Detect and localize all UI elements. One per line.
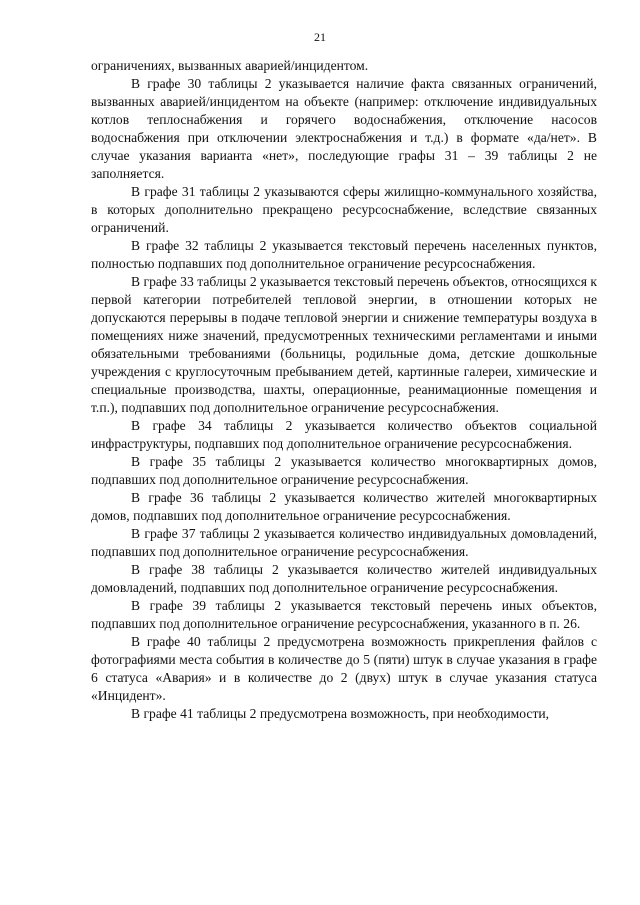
paragraph-graph-34: В графе 34 таблицы 2 указывается количество объектов социальной инфраструктуры, подпавших под дополнительное ограничение ресурсоснабжения. (91, 418, 597, 451)
paragraph-graph-41: В графе 41 таблицы 2 предусмотрена возможность, при необходимости, (131, 706, 550, 721)
paragraph-graph-32: В графе 32 таблицы 2 указывается текстовый перечень населенных пунктов, полностью подпавших под дополнительное ограничение ресурсоснабжения. (91, 238, 597, 271)
paragraph-graph-36: В графе 36 таблицы 2 указывается количество жителей многоквартирных домов, подпавших под дополнительное ограничение ресурсоснабжения. (91, 490, 597, 523)
paragraph-continuation: ограничениях, вызванных аварией/инцидентом. (91, 58, 369, 73)
paragraph-graph-30: В графе 30 таблицы 2 указывается наличие факта связанных ограничений, вызванных аварией/инцидентом на объекте (например: отключение индивидуальных котлов теплоснабжения и горячего водоснабжения, отключение насосов водоснабжения при отключении электроснабжения и т.д.) в формате «да/нет». В случае указания варианта «нет», последующие графы 31 – 39 таблицы 2 не заполняется. (91, 76, 597, 181)
paragraph-graph-40: В графе 40 таблицы 2 предусмотрена возможность прикрепления файлов с фотографиями места события в количестве до 5 (пяти) штук в случае указания в графе 6 статуса «Авария» и в количестве до 2 (двух) штук в случае указания статуса «Инцидент». (91, 634, 597, 703)
page-number: 21 (314, 30, 326, 44)
paragraph-graph-35: В графе 35 таблицы 2 указывается количество многоквартирных домов, подпавших под дополнительное ограничение ресурсоснабжения. (91, 454, 597, 487)
document-body (91, 57, 597, 723)
paragraph-graph-38: В графе 38 таблицы 2 указывается количество жителей индивидуальных домовладений, подпавших под дополнительное ограничение ресурсоснабжения. (91, 562, 597, 595)
paragraph-graph-37: В графе 37 таблицы 2 указывается количество индивидуальных домовладений, подпавших под дополнительное ограничение ресурсоснабжения. (91, 526, 597, 559)
paragraph-graph-33: В графе 33 таблицы 2 указывается текстовый перечень объектов, относящихся к первой категории потребителей тепловой энергии, в отношении которых не допускаются перерывы в подаче тепловой энергии и снижение температуры воздуха в помещениях ниже значений, предусмотренных техническими регламентами и иными обязательными требованиями (больницы, родильные дома, детские дошкольные учреждения с круглосуточным пребыванием детей, картинные галереи, химические и специальные производства, шахты, операционные, реанимационные помещения и т.п.), подпавших под дополнительное ограничение ресурсоснабжения. (91, 274, 597, 415)
paragraph-graph-31: В графе 31 таблицы 2 указываются сферы жилищно-коммунального хозяйства, в которых дополнительно прекращено ресурсоснабжение, вследствие связанных ограничений. (91, 184, 597, 235)
paragraph-graph-39: В графе 39 таблицы 2 указывается текстовый перечень иных объектов, подпавших под дополнительное ограничение ресурсоснабжения, указанного в п. 26. (91, 598, 597, 631)
